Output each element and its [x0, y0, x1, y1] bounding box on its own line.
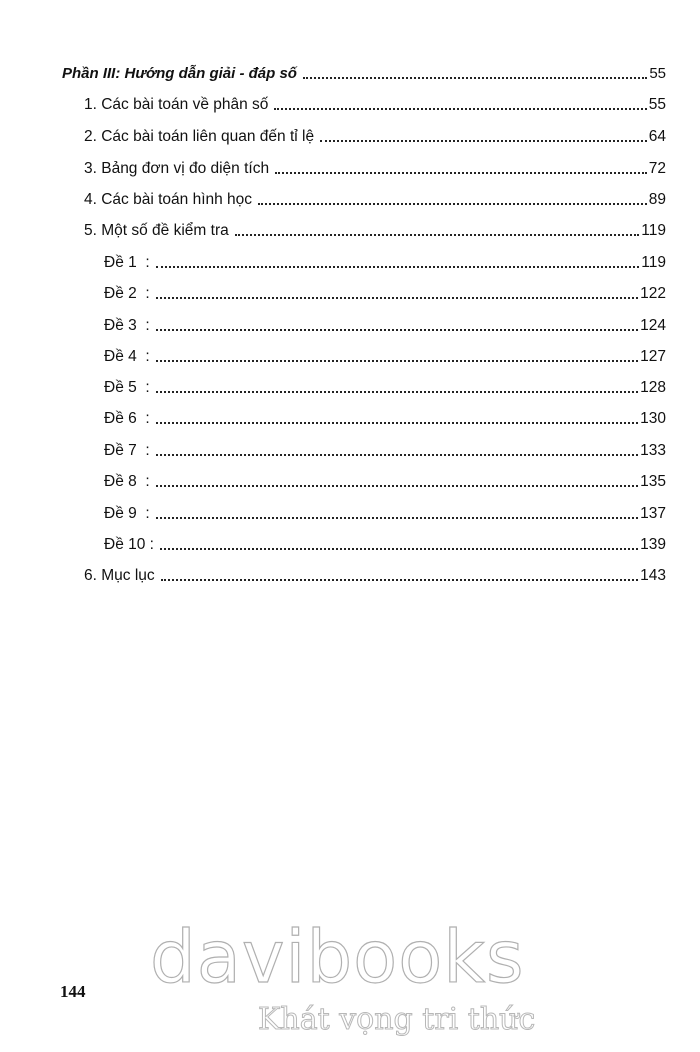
toc-exam-entry [104, 280, 666, 304]
toc-exam-entry [104, 468, 666, 492]
toc-exam-entry [104, 531, 666, 555]
watermark-brand: davibooks [150, 915, 525, 999]
dot-leader [156, 390, 638, 393]
dot-leader [156, 516, 638, 519]
toc-exam-page: 139 [640, 536, 666, 553]
dot-leader [156, 265, 640, 268]
dot-leader [156, 421, 638, 424]
toc-exam-entry [104, 374, 666, 398]
toc-exam-entry [104, 500, 666, 524]
toc-exam-label: Đề 1 : [104, 254, 150, 271]
toc-exam-label: Đề 7 : [104, 442, 150, 459]
toc-exam-entry [104, 437, 666, 461]
dot-leader [156, 296, 638, 299]
dot-leader [303, 76, 647, 79]
toc-entry-label: 5. Một số đề kiểm tra [84, 222, 229, 239]
toc-entry-label: 1. Các bài toán về phân số [84, 96, 269, 113]
toc-heading-label: Phần III: Hướng dẫn giải - đáp số [62, 65, 297, 82]
dot-leader [235, 233, 640, 236]
dot-leader [156, 328, 638, 331]
dot-leader [275, 171, 647, 174]
toc-exam-label: Đề 3 : [104, 317, 150, 334]
toc-exam-label: Đề 10 : [104, 536, 154, 553]
dot-leader [156, 453, 638, 456]
toc-entry-label: 3. Bảng đơn vị đo diện tích [84, 160, 270, 177]
toc-exam-label: Đề 9 : [104, 505, 150, 522]
toc-entry [84, 123, 666, 147]
toc-entry [84, 217, 666, 241]
toc-exam-page: 127 [640, 348, 666, 365]
toc-exam-page: 122 [640, 285, 666, 302]
dot-leader [156, 484, 638, 487]
toc-entry [84, 155, 666, 179]
watermark [150, 912, 570, 1052]
toc-exam-label: Đề 6 : [104, 410, 150, 427]
toc-entry-label: 6. Mục lục [84, 567, 155, 584]
page-number: 144 [60, 982, 86, 1001]
toc-exam-page: 133 [640, 442, 666, 459]
toc-exam-entry [104, 249, 666, 273]
toc-exam-page: 128 [640, 379, 666, 396]
toc-exam-entry [104, 343, 666, 367]
toc-exam-label: Đề 5 : [104, 379, 150, 396]
toc-entry-page: 89 [648, 191, 666, 208]
toc-entry-page: 143 [640, 567, 666, 584]
toc-entry-label: 4. Các bài toán hình học [84, 191, 253, 208]
toc-entry-label: 2. Các bài toán liên quan đến tỉ lệ [84, 128, 315, 145]
toc-entry-page: 72 [648, 160, 666, 177]
toc-entry-page: 119 [641, 222, 666, 239]
toc-exam-page: 119 [641, 254, 666, 271]
toc-heading-page: 55 [649, 65, 666, 82]
toc-entry [84, 91, 666, 115]
toc-entry [84, 186, 666, 210]
toc-exam-page: 130 [640, 410, 666, 427]
toc-exam-page: 135 [640, 473, 666, 490]
dot-leader [161, 578, 638, 581]
toc-exam-page: 124 [640, 317, 666, 334]
toc-exam-entry [104, 312, 666, 336]
toc-entry-page: 64 [648, 128, 666, 145]
dot-leader [258, 202, 647, 205]
dot-leader [160, 547, 638, 550]
toc-exam-entry [104, 405, 666, 429]
toc-heading [62, 60, 666, 84]
watermark-slogan: Khát vọng tri thức [258, 1002, 536, 1037]
toc-entry-page: 55 [648, 96, 666, 113]
toc-entry [84, 562, 666, 586]
dot-leader [274, 107, 646, 110]
toc-exam-label: Đề 2 : [104, 285, 150, 302]
dot-leader [320, 139, 647, 142]
toc-exam-label: Đề 4 : [104, 348, 150, 365]
toc-exam-page: 137 [640, 505, 666, 522]
toc-exam-label: Đề 8 : [104, 473, 150, 490]
dot-leader [156, 359, 638, 362]
